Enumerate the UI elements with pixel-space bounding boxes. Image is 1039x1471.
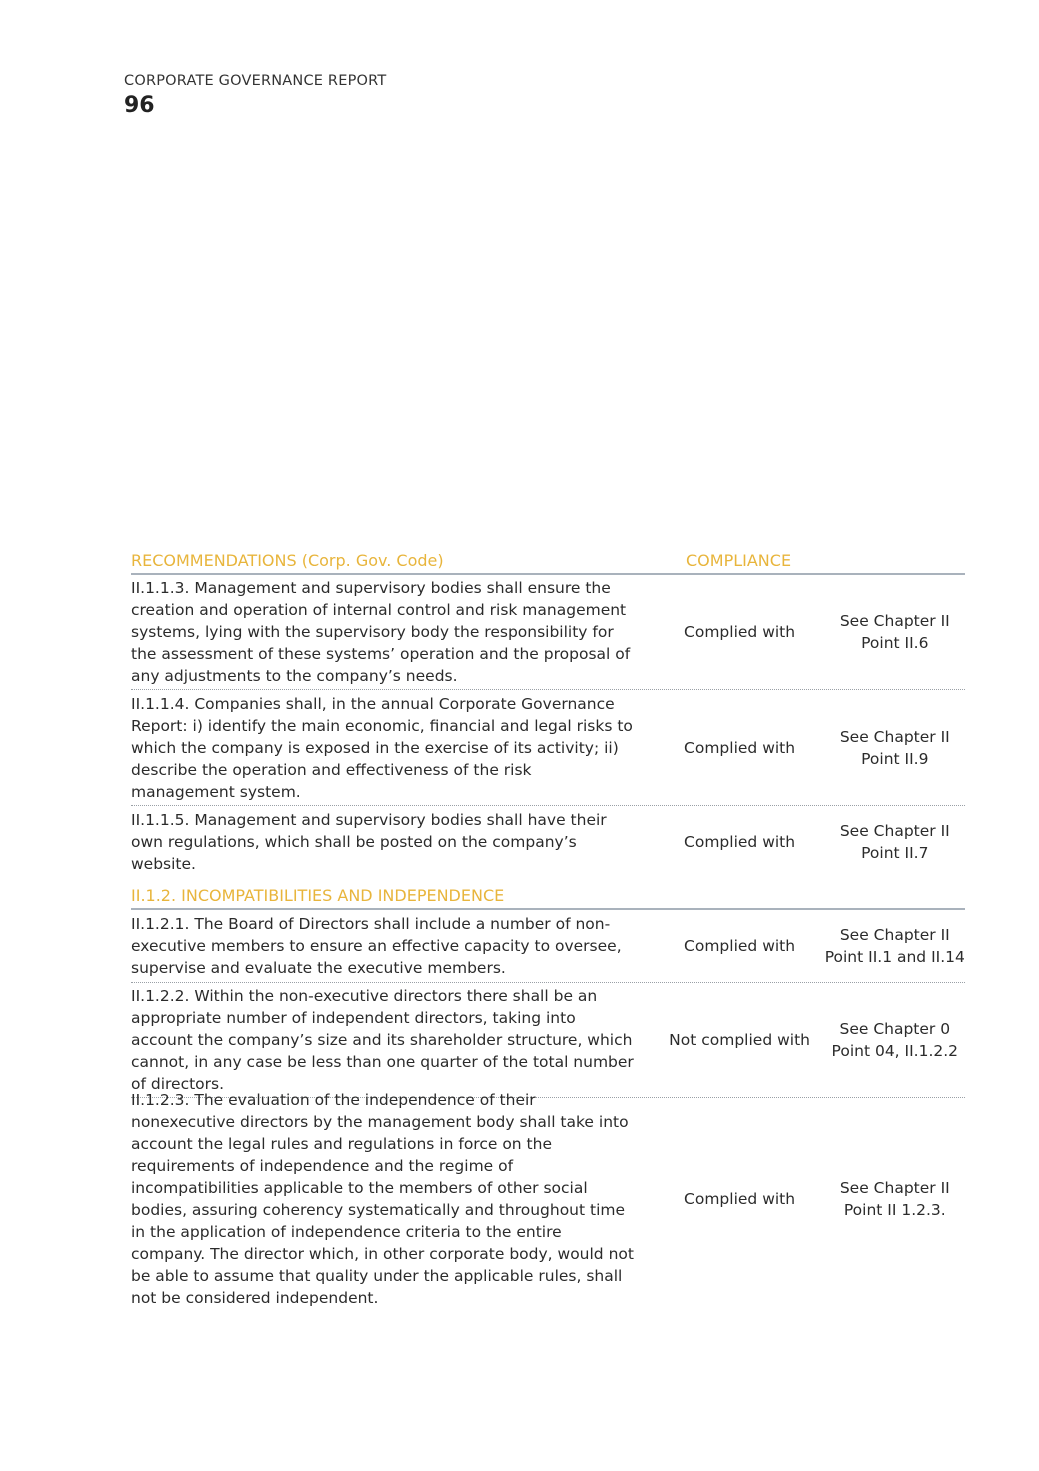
compliance-status: Complied with	[684, 738, 796, 757]
table-row	[131, 806, 965, 878]
page-header	[124, 72, 386, 120]
table-header	[131, 549, 965, 575]
table-row	[131, 690, 965, 806]
compliance-status: Complied with	[684, 833, 796, 851]
table-row	[131, 575, 965, 690]
table-row	[131, 983, 965, 1098]
section-title: II.1.2. INCOMPATIBILITIES AND INDEPENDENCE	[131, 886, 505, 905]
chapter-reference: See Chapter II Point II.9	[839, 727, 950, 768]
chapter-reference: See Chapter II Point II.6	[839, 612, 950, 652]
recommendation-text: II.1.2.3. The evaluation of the independence of their nonexecutive directors by the management body shall take into account the legal rules and regulations in force on the requirements of independence and the regime of incompatibilities applicable to the members of other social bodies, assuring coherency systematically and throughout time in the application of independence criteria to the entire company. The director which, in other corporate body, would not be able to assume that quality under the applicable rules, shall not be considered independent.	[131, 1091, 634, 1307]
table-row	[131, 1091, 965, 1307]
compliance-status: Complied with	[684, 1190, 796, 1208]
compliance-status: Complied with	[684, 937, 796, 955]
compliance-status: Complied with	[684, 623, 796, 641]
recommendation-text: II.1.1.5. Management and supervisory bodies shall have their own regulations, which shall be posted on the company’s website.	[131, 811, 607, 873]
section-header	[131, 884, 965, 910]
chapter-reference: See Chapter II Point II 1.2.3.	[839, 1179, 950, 1219]
chapter-reference: See Chapter II Point II.7	[839, 822, 950, 862]
compliance-status: Not complied with	[669, 1031, 810, 1049]
recommendation-text: II.1.1.4. Companies shall, in the annual Corporate Governance Report: i) identify the main economic, financial and legal risks to which the company is exposed in the exercise of its activity; ii) describe the operation and effectiveness of the risk management system.	[131, 694, 633, 801]
page-number: 96	[124, 93, 155, 118]
recommendation-text: II.1.2.2. Within the non-executive directors there shall be an appropriate number of independent directors, taking into account the company’s size and its shareholder structure, which cannot, in any case be less than one quarter of the total number of directors.	[131, 987, 634, 1093]
chapter-reference: See Chapter 0 Point 04, II.1.2.2	[831, 1020, 959, 1060]
table-row	[131, 910, 965, 983]
column-header-compliance: COMPLIANCE	[686, 551, 792, 570]
recommendation-text: II.1.2.1. The Board of Directors shall include a number of non-executive members to ensure an effective capacity to oversee, supervise and evaluate the executive members.	[131, 915, 622, 977]
column-header-recommendations: RECOMMENDATIONS (Corp. Gov. Code)	[131, 551, 444, 570]
report-title: CORPORATE GOVERNANCE REPORT	[124, 73, 387, 89]
recommendations-table	[131, 549, 965, 1307]
recommendation-text: II.1.1.3. Management and supervisory bodies shall ensure the creation and operation of internal control and risk management systems, lying with the supervisory body the responsibility for the assessment of these systems’ operation and the proposal of any adjustments to the company’s needs.	[131, 579, 631, 685]
chapter-reference: See Chapter II Point II.1 and II.14	[824, 926, 965, 966]
